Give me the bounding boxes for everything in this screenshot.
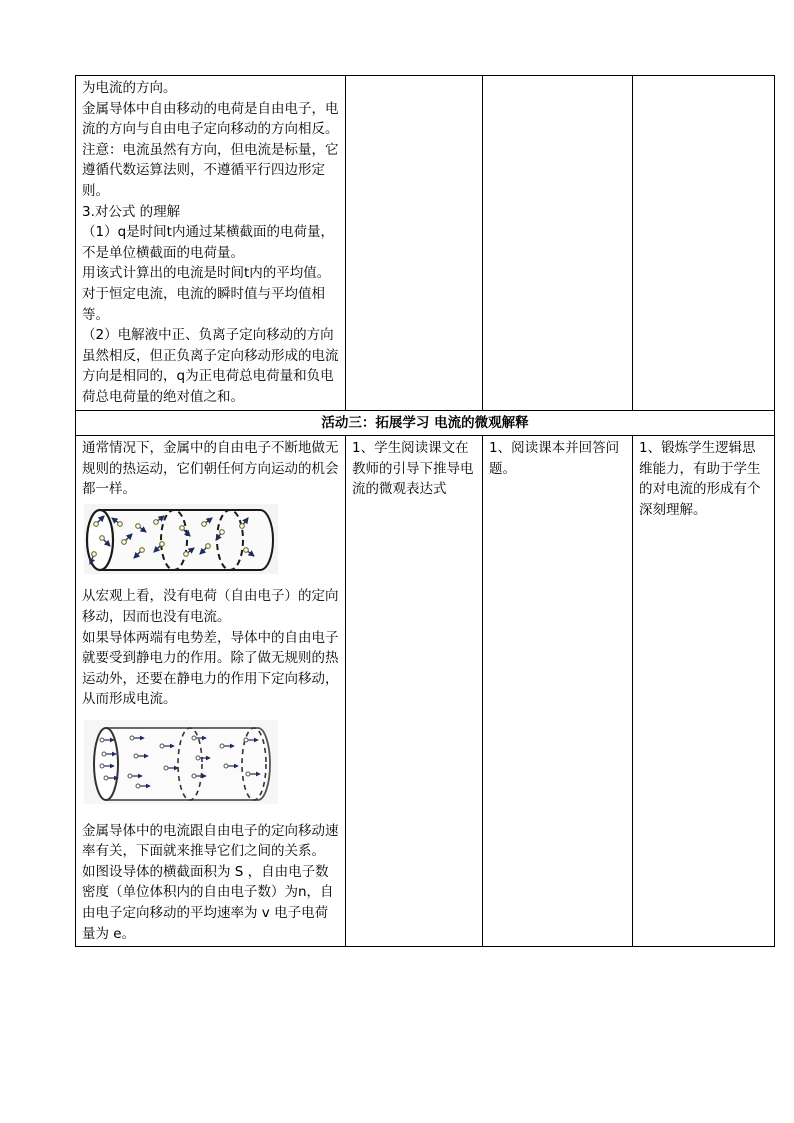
paragraph: 如果导体两端有电势差，导体中的自由电子就要受到静电力的作用。除了做无规则的热运动外，还要在静电力的作用下定向移动，从而形成电流。: [82, 629, 339, 708]
teacher-activity-cell: [346, 76, 483, 411]
paragraph: （1）q是时间t内通过某横截面的电荷量，不是单位横截面的电荷量。: [82, 224, 334, 261]
paragraph: 通常情况下，金属中的自由电子不断地做无规则的热运动，它们朝任何方向运动的机会都一样。: [82, 440, 339, 498]
paragraph: 从宏观上看，没有电荷（自由电子）的定向移动，因而也没有电流。: [82, 588, 339, 626]
directed-motion-figure: [82, 720, 339, 811]
teacher-activity-cell: [346, 436, 483, 947]
paragraph: 1、学生阅读课文在教师的引导下推导电流的微观表达式: [352, 440, 474, 498]
conductor-directed-electrons-diagram: [82, 720, 278, 804]
paragraph: 金属导体中自由移动的电荷是自由电子，电流的方向与自由电子定向移动的方向相反。: [82, 100, 339, 138]
paragraph: （2）电解液中正、负离子定向移动的方向虽然相反，但正负离子定向移动形成的电流方向是相同的，q为正电荷总电荷量和负电荷总电荷量的绝对值之和。: [82, 327, 339, 405]
paragraph: 1、阅读课本并回答问题。: [489, 440, 620, 477]
table-row: [76, 410, 775, 436]
paragraph: 为电流的方向。: [82, 80, 177, 96]
paragraph: 1、锻炼学生逻辑思维能力，有助于学生的对电流的形成有个深刻理解。: [639, 440, 761, 518]
paragraph: 3.对公式 的理解: [82, 203, 181, 220]
student-activity-cell: [483, 76, 633, 411]
paragraph: 金属导体中的电流跟自由电子的定向移动速率有关，下面就来推导它们之间的关系。: [82, 822, 339, 860]
activity-header: 活动三：拓展学习 电流的微观解释: [76, 410, 775, 436]
conductor-random-electrons-diagram: [82, 504, 278, 574]
content-cell: [76, 436, 346, 947]
content-cell: [76, 76, 346, 411]
paragraph: 注意：电流虽然有方向，但电流是标量，它遵循代数运算法则，不遵循平行四边形定则。: [82, 141, 339, 199]
random-motion-figure: [82, 504, 339, 581]
student-activity-cell: [483, 436, 633, 947]
table-row: [76, 76, 775, 411]
table-row: [76, 436, 775, 947]
design-intent-cell: [633, 76, 775, 411]
design-intent-cell: [633, 436, 775, 947]
paragraph: 用该式计算出的电流是时间t内的平均值。对于恒定电流，电流的瞬时值与平均值相等。: [82, 265, 331, 323]
paragraph: 如图设导体的横截面积为 S ，自由电子数密度（单位体积内的自由电子数）为n，自由电子定向移动的平均速率为 v 电子电荷量为 e。: [82, 863, 334, 942]
lesson-plan-table: [75, 75, 775, 947]
